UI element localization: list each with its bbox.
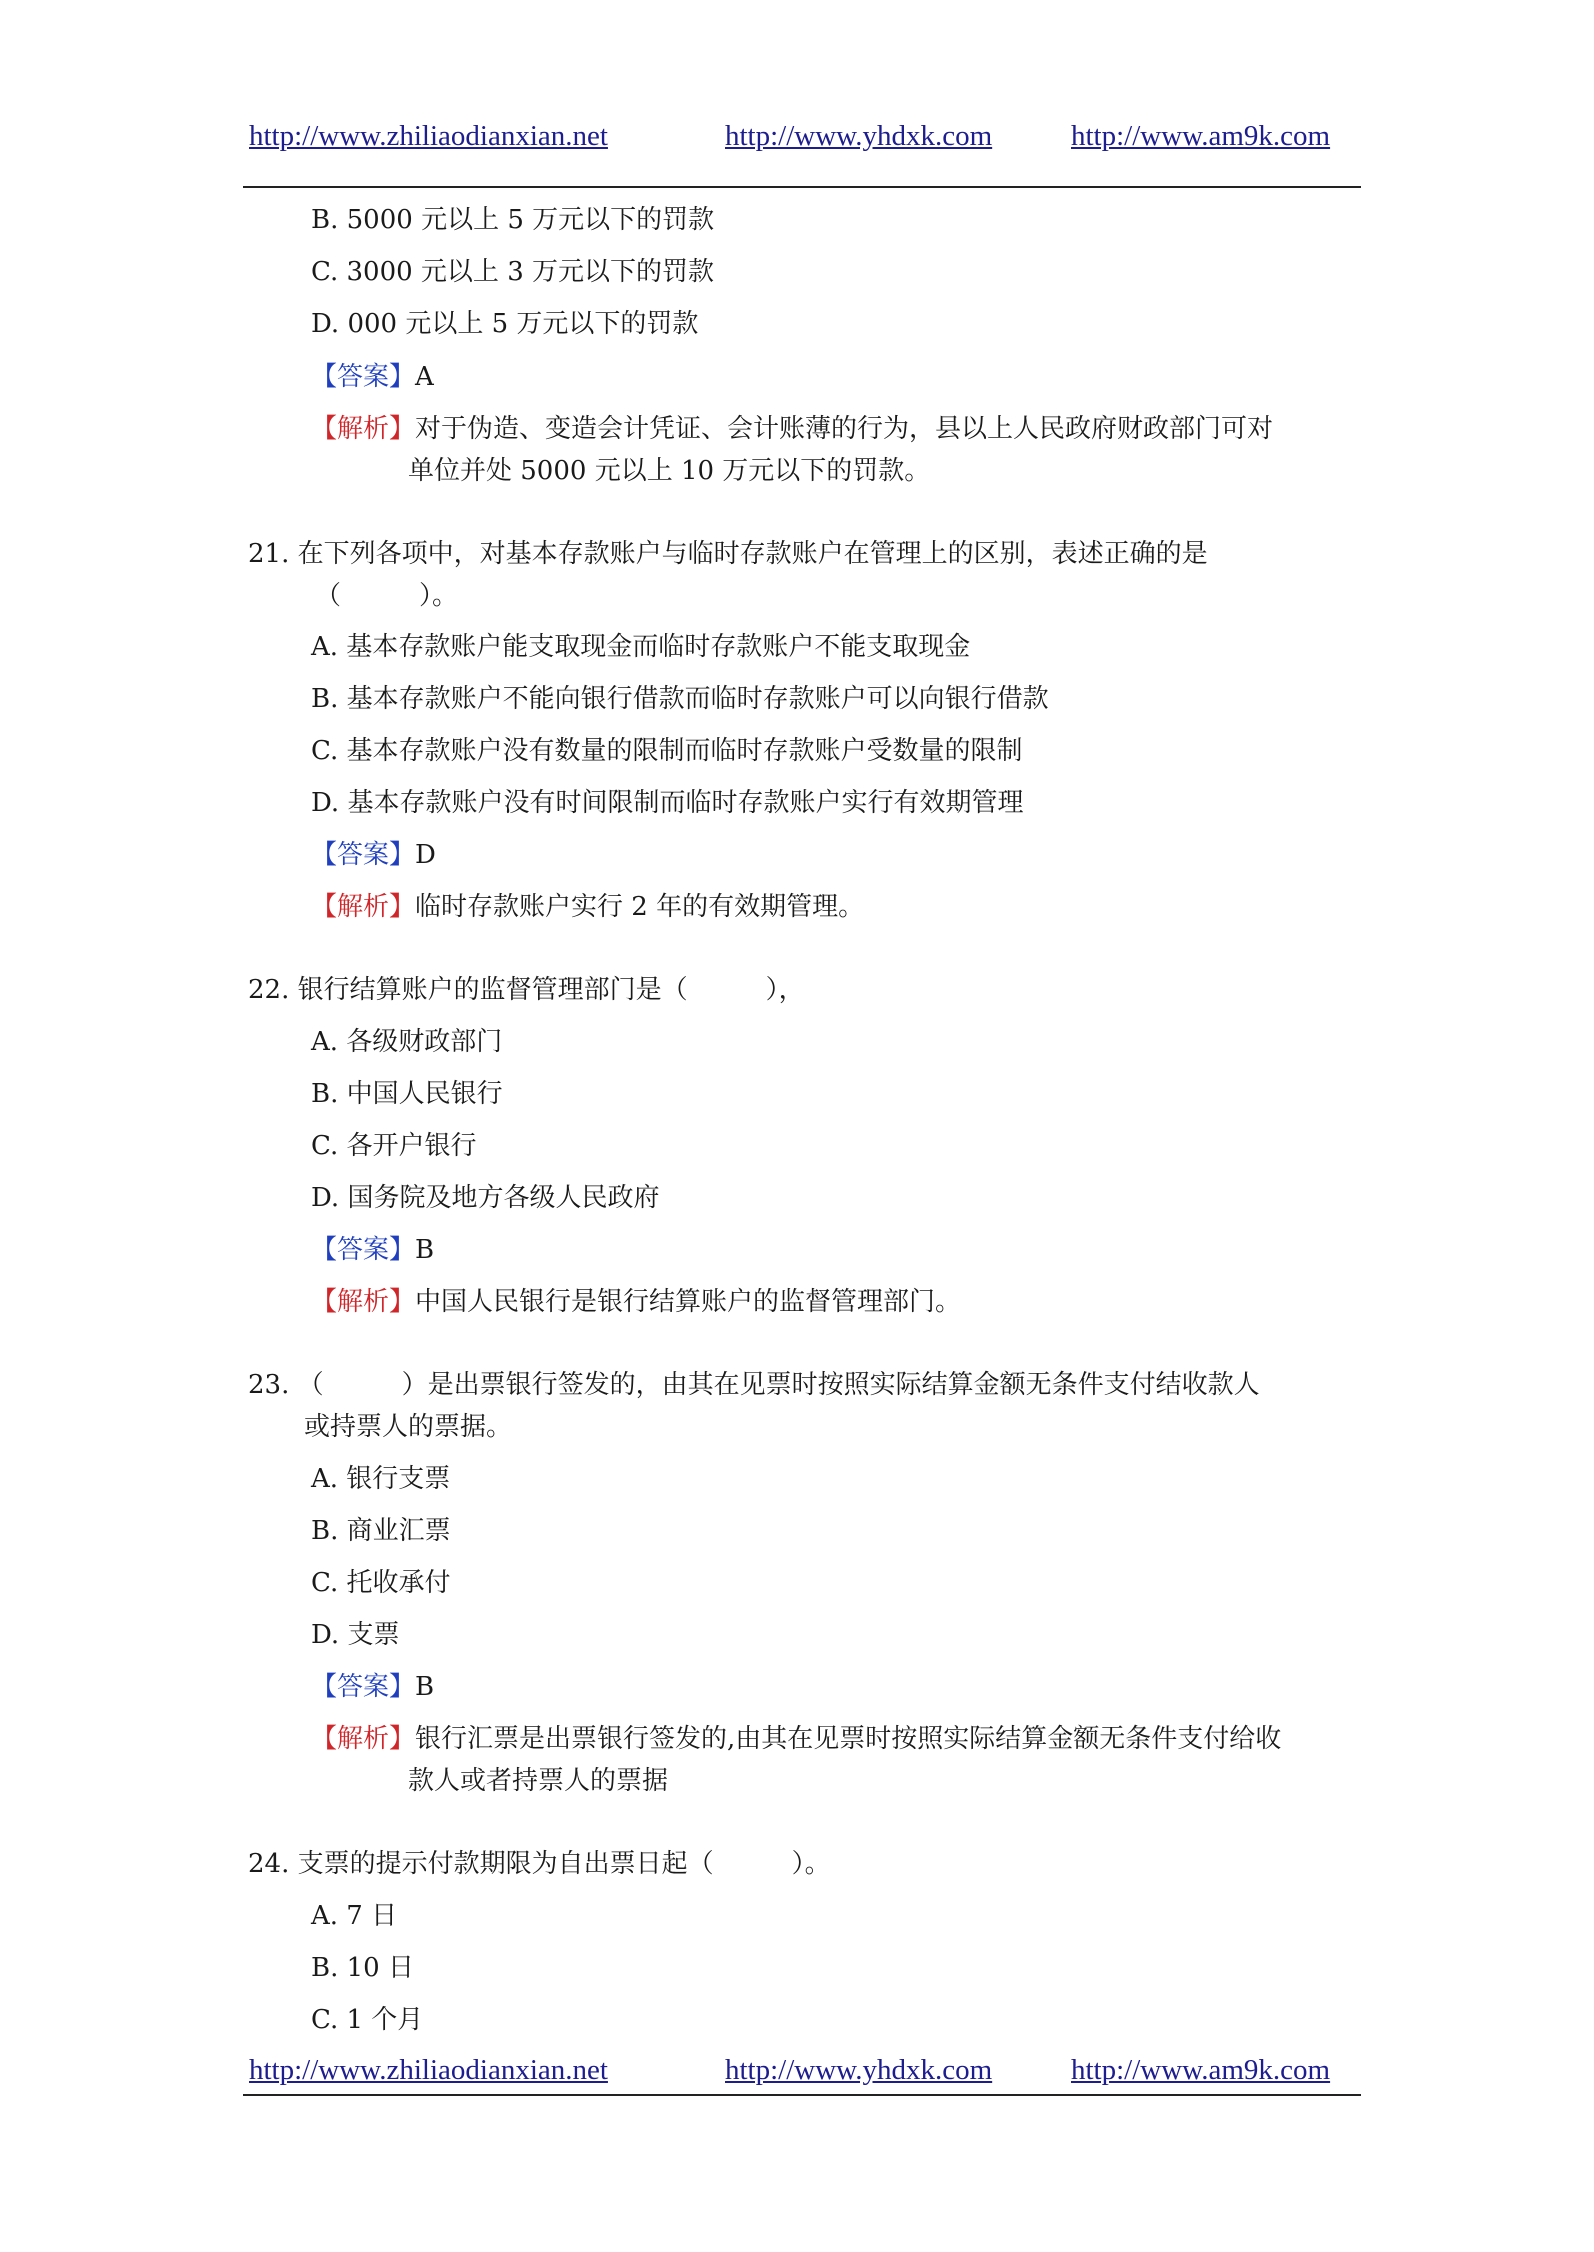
analysis-text: 银行汇票是出票银行签发的,由其在见票时按照实际结算金额无条件支付给收 (415, 1724, 1282, 1754)
q20-analysis-cont: 单位并处 5000 元以上 10 万元以下的罚款。 (408, 456, 931, 486)
header-link-zhiliaodianxian[interactable]: http://www.zhiliaodianxian.net (249, 120, 608, 152)
q22-option-d: D. 国务院及地方各级人民政府 (311, 1183, 660, 1213)
q22-option-b: B. 中国人民银行 (311, 1079, 503, 1109)
answer-label: 【答案】 (311, 362, 416, 392)
answer-value: B (415, 1672, 435, 1702)
q23-option-b: B. 商业汇票 (311, 1516, 451, 1546)
q21-answer (311, 838, 436, 872)
answer-value: A (415, 362, 434, 392)
q21-stem: 21. 在下列各项中，对基本存款账户与临时存款账户在管理上的区别，表述正确的是 (248, 539, 1208, 569)
header-link-yhdxk[interactable]: http://www.yhdxk.com (725, 120, 993, 152)
q20-option-b: B. 5000 元以上 5 万元以下的罚款 (311, 205, 715, 235)
q23-answer (311, 1670, 434, 1704)
footer-links (0, 2054, 1594, 2094)
q24-option-b: B. 10 日 (311, 1953, 414, 1983)
q21-option-d: D. 基本存款账户没有时间限制而临时存款账户实行有效期管理 (311, 788, 1024, 818)
q24-stem: 24. 支票的提示付款期限为自出票日起（ ）。 (248, 1849, 831, 1879)
answer-label: 【答案】 (311, 840, 416, 870)
q23-option-d: D. 支票 (311, 1620, 400, 1650)
footer-rule (243, 2094, 1361, 2096)
q22-option-c: C. 各开户银行 (311, 1131, 477, 1161)
q20-analysis (311, 412, 1273, 446)
q22-option-a: A. 各级财政部门 (311, 1027, 503, 1057)
analysis-label: 【解析】 (311, 1287, 416, 1317)
q21-option-a: A. 基本存款账户能支取现金而临时存款账户不能支取现金 (311, 632, 971, 662)
header-links (0, 120, 1594, 160)
q20-option-c: C. 3000 元以上 3 万元以下的罚款 (311, 257, 715, 287)
q23-option-a: A. 银行支票 (311, 1464, 451, 1494)
analysis-text: 中国人民银行是银行结算账户的监督管理部门。 (415, 1287, 962, 1317)
q22-stem: 22. 银行结算账户的监督管理部门是（ ）， (248, 975, 805, 1005)
q22-answer (311, 1233, 434, 1267)
q24-option-a: A. 7 日 (311, 1901, 398, 1931)
footer-link-yhdxk[interactable]: http://www.yhdxk.com (725, 2054, 993, 2086)
q21-option-b: B. 基本存款账户不能向银行借款而临时存款账户可以向银行借款 (311, 684, 1049, 714)
q21-stem-cont: （ ）。 (315, 581, 459, 611)
q23-analysis (311, 1722, 1281, 1756)
q23-option-c: C. 托收承付 (311, 1568, 451, 1598)
header-rule (243, 186, 1361, 188)
answer-value: B (415, 1235, 435, 1265)
q21-analysis (311, 890, 864, 924)
analysis-text: 对于伪造、变造会计凭证、会计账薄的行为，县以上人民政府财政部门可对 (415, 414, 1274, 444)
analysis-label: 【解析】 (311, 892, 416, 922)
answer-label: 【答案】 (311, 1235, 416, 1265)
footer-link-am9k[interactable]: http://www.am9k.com (1071, 2054, 1331, 2086)
analysis-text: 临时存款账户实行 2 年的有效期管理。 (415, 892, 865, 922)
q22-analysis (311, 1285, 961, 1319)
q23-stem-cont: 或持票人的票据。 (304, 1412, 513, 1442)
q20-option-d: D. 000 元以上 5 万元以下的罚款 (311, 309, 699, 339)
q20-answer (311, 360, 434, 394)
analysis-label: 【解析】 (311, 414, 416, 444)
analysis-label: 【解析】 (311, 1724, 416, 1754)
answer-label: 【答案】 (311, 1672, 416, 1702)
answer-value: D (415, 840, 436, 870)
footer-link-zhiliaodianxian[interactable]: http://www.zhiliaodianxian.net (249, 2054, 608, 2086)
q21-option-c: C. 基本存款账户没有数量的限制而临时存款账户受数量的限制 (311, 736, 1023, 766)
q23-analysis-cont: 款人或者持票人的票据 (408, 1766, 669, 1796)
q23-stem: 23. （ ）是出票银行签发的，由其在见票时按照实际结算金额无条件支付结收款人 (248, 1370, 1260, 1400)
header-link-am9k[interactable]: http://www.am9k.com (1071, 120, 1331, 152)
q24-option-c: C. 1 个月 (311, 2005, 424, 2035)
